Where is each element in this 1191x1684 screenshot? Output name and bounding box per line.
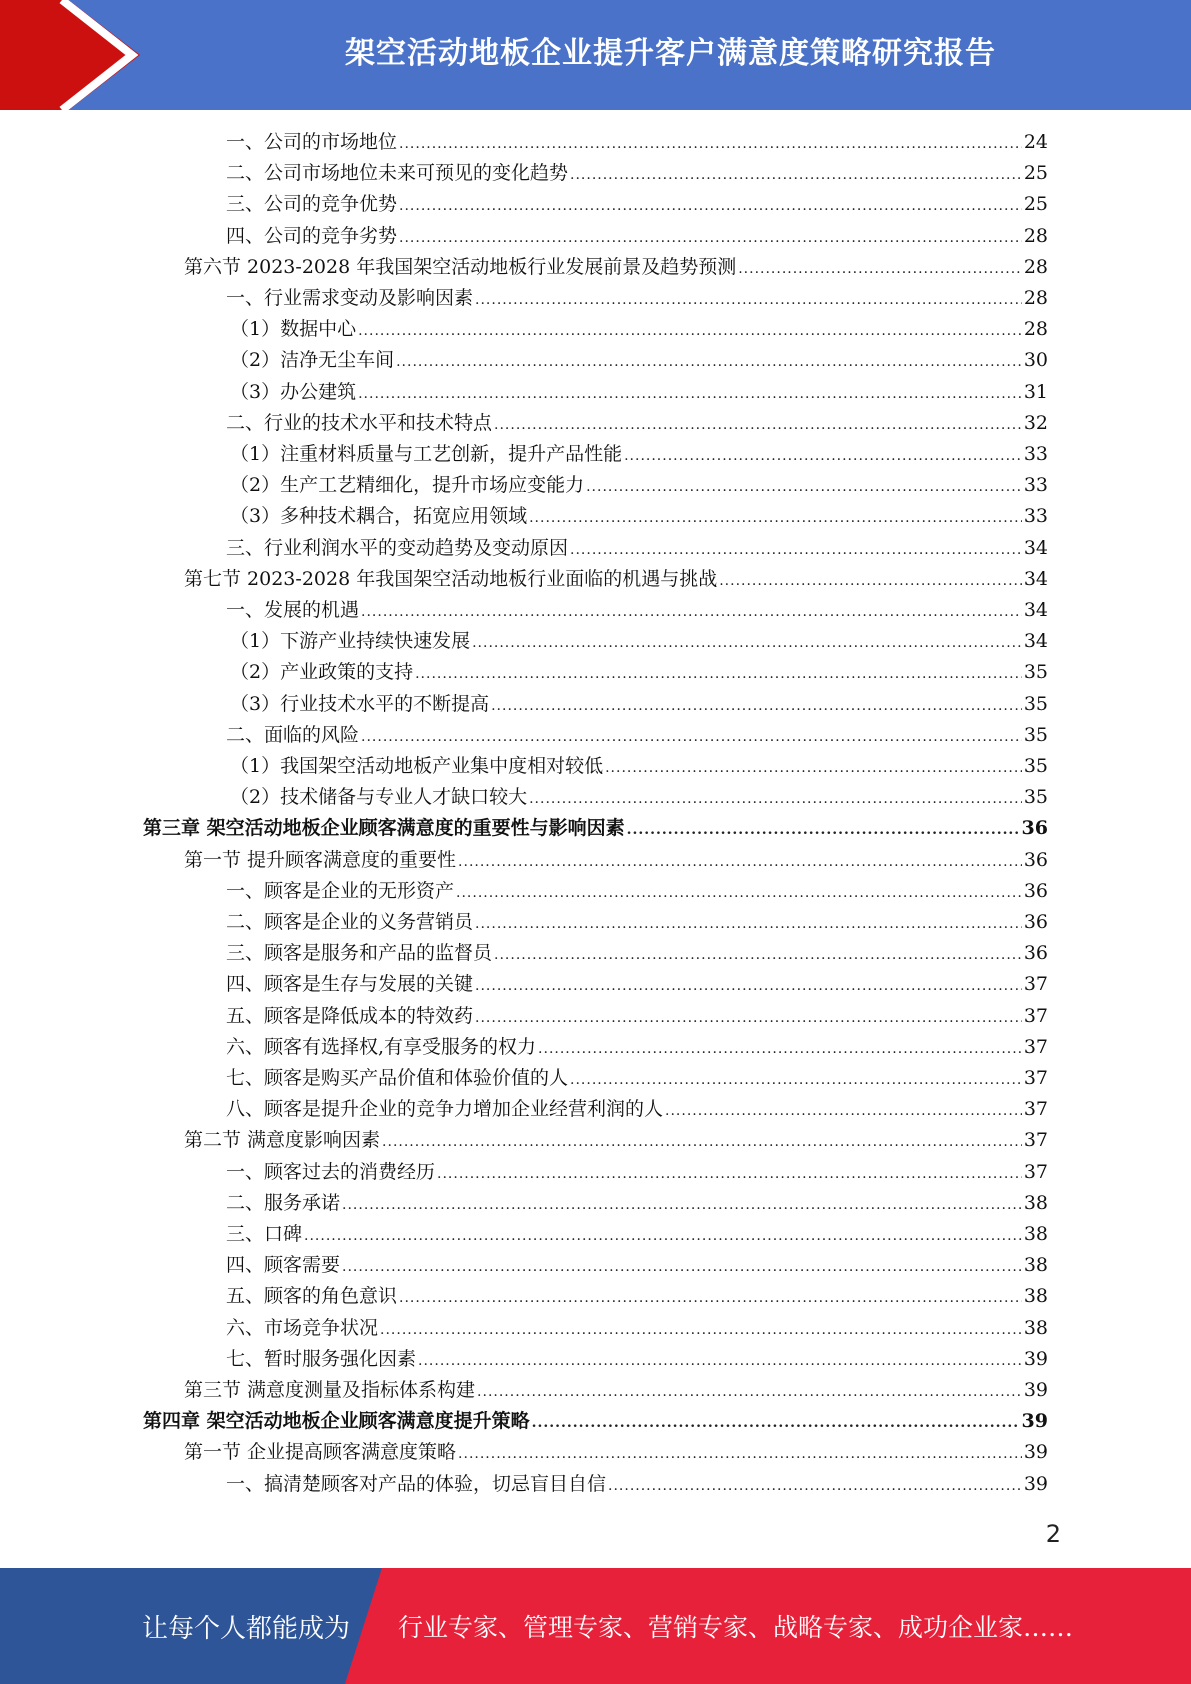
toc-entry-page: 37 (1023, 1004, 1048, 1027)
toc-entry[interactable] (226, 158, 1048, 189)
toc-entry-title: 五、顾客的角色意识 (226, 1285, 398, 1308)
toc-entry[interactable] (226, 1219, 1048, 1250)
toc-leader-dots (494, 410, 1022, 441)
toc-leader-dots (570, 535, 1022, 566)
toc-entry-title: 二、顾客是企业的义务营销员 (226, 911, 474, 933)
toc-leader-dots (475, 971, 1022, 1002)
toc-entry[interactable] (226, 1344, 1048, 1375)
toc-entry-page: 35 (1023, 786, 1048, 809)
toc-entry[interactable] (230, 657, 1048, 688)
toc-entry[interactable] (230, 345, 1048, 376)
toc-entry-page: 38 (1023, 1254, 1048, 1277)
toc-entry[interactable] (226, 283, 1048, 314)
toc-leader-dots (738, 254, 1022, 285)
toc-entry-page: 35 (1023, 755, 1048, 777)
toc-entry-page: 28 (1023, 255, 1048, 278)
toc-entry-page: 36 (1023, 911, 1048, 933)
toc-entry[interactable] (184, 845, 1048, 876)
toc-entry-page: 35 (1023, 661, 1048, 684)
toc-leader-dots (358, 316, 1022, 347)
page-footer (0, 1568, 1191, 1684)
toc-entry-page: 33 (1023, 443, 1048, 465)
toc-entry-page: 39 (1023, 1379, 1048, 1401)
toc-entry-title: （3）办公建筑 (230, 380, 357, 403)
toc-leader-dots (399, 129, 1022, 160)
toc-entry-title: 一、行业需求变动及影响因素 (226, 287, 474, 309)
toc-entry[interactable] (226, 1032, 1048, 1063)
toc-entry-title: 二、行业的技术水平和技术特点 (226, 411, 493, 434)
toc-entry-title: 第三节 满意度测量及指标体系构建 (184, 1379, 476, 1401)
toc-entry-title: 第三章 架空活动地板企业顾客满意度的重要性与影响因素 (143, 817, 625, 840)
toc-entry-page: 34 (1023, 630, 1048, 653)
toc-entry-title: 三、顾客是服务和产品的监督员 (226, 942, 493, 965)
toc-leader-dots (605, 753, 1022, 784)
toc-entry-page: 33 (1023, 474, 1048, 497)
toc-entry-page: 24 (1023, 131, 1048, 153)
toc-entry-title: 六、顾客有选择权,有享受服务的权力 (226, 1035, 537, 1058)
page-number: 2 (1045, 1520, 1061, 1548)
toc-leader-dots (627, 815, 1020, 846)
toc-leader-dots (608, 1471, 1022, 1502)
toc-entry-title: 第七节 2023-2028 年我国架空活动地板行业面临的机遇与挑战 (184, 567, 718, 590)
page-header (0, 0, 1191, 110)
toc-leader-dots (477, 1377, 1022, 1408)
toc-entry-title: （1）数据中心 (230, 318, 357, 341)
toc-entry[interactable] (184, 1375, 1048, 1406)
toc-leader-dots (458, 1439, 1022, 1470)
toc-leader-dots (399, 191, 1022, 222)
toc-leader-dots (418, 1346, 1022, 1377)
toc-entry[interactable] (226, 1281, 1048, 1312)
toc-leader-dots (304, 1221, 1022, 1252)
toc-entry-page: 28 (1023, 318, 1048, 341)
toc-entry-page: 25 (1023, 193, 1048, 216)
toc-entry-title: 四、顾客是生存与发展的关键 (226, 973, 474, 996)
toc-entry-title: （2）生产工艺精细化，提升市场应变能力 (230, 474, 585, 497)
toc-entry[interactable] (226, 221, 1048, 252)
toc-leader-dots (491, 691, 1022, 722)
toc-leader-dots (396, 347, 1022, 378)
toc-leader-dots (532, 1408, 1020, 1439)
toc-entry-title: （2）技术储备与专业人才缺口较大 (230, 786, 528, 809)
toc-entry[interactable] (230, 626, 1048, 657)
toc-entry-page: 38 (1023, 1191, 1048, 1214)
toc-leader-dots (475, 1003, 1022, 1034)
toc-entry-title: （1）我国架空活动地板产业集中度相对较低 (230, 755, 604, 777)
toc-entry-title: （1）注重材料质量与工艺创新，提升产品性能 (230, 443, 623, 465)
toc-entry-title: 第一节 企业提高顾客满意度策略 (184, 1441, 457, 1464)
toc-entry[interactable] (226, 1001, 1048, 1032)
toc-entry-title: 一、搞清楚顾客对产品的体验，切忌盲目自信 (226, 1472, 607, 1495)
toc-leader-dots (665, 1096, 1022, 1127)
toc-entry-title: 四、顾客需要 (226, 1254, 341, 1277)
toc-leader-dots (719, 566, 1022, 597)
toc-entry-page: 38 (1023, 1223, 1048, 1245)
toc-leader-dots (399, 223, 1022, 254)
toc-leader-dots (380, 1315, 1022, 1346)
toc-entry-page: 28 (1023, 287, 1048, 309)
footer-slogan-right: 行业专家、管理专家、营销专家、战略专家、成功企业家…… (398, 1613, 1074, 1642)
toc-leader-dots (472, 628, 1022, 659)
toc-entry[interactable] (226, 1063, 1048, 1094)
toc-entry[interactable] (184, 1125, 1048, 1156)
toc-entry-title: 第二节 满意度影响因素 (184, 1129, 381, 1152)
toc-entry[interactable] (226, 408, 1048, 439)
toc-entry-title: （3）多种技术耦合，拓宽应用领域 (230, 505, 528, 528)
header-arrow-icon (0, 0, 150, 110)
toc-entry[interactable] (230, 470, 1048, 501)
toc-entry[interactable] (143, 1406, 1048, 1437)
toc-entry-title: （1）下游产业持续快速发展 (230, 630, 471, 653)
toc-leader-dots (624, 441, 1022, 472)
toc-entry[interactable] (226, 127, 1048, 158)
toc-entry-page: 31 (1023, 380, 1048, 403)
toc-leader-dots (538, 1034, 1022, 1065)
toc-leader-dots (458, 847, 1022, 878)
toc-entry-title: 第四章 架空活动地板企业顾客满意度提升策略 (143, 1410, 530, 1433)
toc-entry-title: 三、口碑 (226, 1223, 303, 1245)
toc-entry-title: 二、公司市场地位未来可预见的变化趋势 (226, 162, 569, 185)
toc-leader-dots (415, 659, 1022, 690)
toc-entry-title: 六、市场竞争状况 (226, 1316, 379, 1339)
toc-leader-dots (358, 379, 1022, 410)
toc-entry[interactable] (184, 252, 1048, 283)
toc-entry[interactable] (226, 1094, 1048, 1125)
toc-entry[interactable] (230, 782, 1048, 813)
toc-entry[interactable] (230, 314, 1048, 345)
toc-entry-page: 38 (1023, 1285, 1048, 1308)
toc-entry-title: 二、面临的风险 (226, 723, 360, 746)
toc-entry[interactable] (143, 813, 1048, 844)
toc-entry-title: （2）产业政策的支持 (230, 661, 414, 684)
toc-entry[interactable] (226, 189, 1048, 220)
toc-entry[interactable] (226, 969, 1048, 1000)
toc-entry[interactable] (230, 689, 1048, 720)
toc-entry-title: 二、服务承诺 (226, 1191, 341, 1214)
toc-entry[interactable] (230, 501, 1048, 532)
toc-entry-page: 36 (1021, 817, 1048, 840)
toc-entry-page: 32 (1023, 411, 1048, 434)
toc-leader-dots (361, 597, 1022, 628)
toc-entry-title: 第六节 2023-2028 年我国架空活动地板行业发展前景及趋势预测 (184, 255, 737, 278)
toc-entry[interactable] (230, 377, 1048, 408)
toc-entry[interactable] (184, 564, 1048, 595)
toc-entry[interactable] (226, 907, 1048, 938)
toc-entry-title: 五、顾客是降低成本的特效药 (226, 1004, 474, 1027)
toc-entry-page: 37 (1023, 973, 1048, 996)
toc-entry-title: 一、发展的机遇 (226, 599, 360, 621)
toc-entry[interactable] (230, 439, 1048, 470)
toc-entry-title: （3）行业技术水平的不断提高 (230, 692, 490, 715)
toc-entry-page: 34 (1023, 599, 1048, 621)
toc-entry[interactable] (184, 1437, 1048, 1468)
toc-entry-title: 一、顾客过去的消费经历 (226, 1160, 436, 1183)
toc-leader-dots (529, 784, 1022, 815)
toc-entry-title: 一、顾客是企业的无形资产 (226, 879, 455, 902)
toc-leader-dots (342, 1252, 1022, 1283)
toc-entry-title: 三、公司的竞争优势 (226, 193, 398, 216)
toc-leader-dots (570, 160, 1022, 191)
toc-entry-page: 37 (1023, 1098, 1048, 1121)
toc-leader-dots (586, 472, 1022, 503)
toc-entry-page: 37 (1023, 1129, 1048, 1152)
toc-entry-page: 30 (1023, 349, 1048, 372)
toc-leader-dots (475, 909, 1022, 940)
toc-entry[interactable] (226, 1250, 1048, 1281)
toc-entry[interactable] (226, 720, 1048, 751)
toc-entry[interactable] (226, 1469, 1048, 1500)
toc-entry-page: 36 (1023, 848, 1048, 871)
toc-leader-dots (475, 285, 1022, 316)
toc-entry[interactable] (226, 876, 1048, 907)
toc-entry[interactable] (226, 595, 1048, 626)
toc-entry-page: 36 (1023, 942, 1048, 965)
toc-entry-title: 一、公司的市场地位 (226, 131, 398, 153)
toc-entry[interactable] (226, 533, 1048, 564)
toc-leader-dots (399, 1283, 1022, 1314)
toc-entry[interactable] (226, 938, 1048, 969)
footer-slogan-left: 让每个人都能成为 (142, 1613, 351, 1644)
toc-leader-dots (342, 1190, 1022, 1221)
toc-entry-page: 28 (1023, 224, 1048, 247)
toc-entry-page: 34 (1023, 536, 1048, 559)
toc-entry-page: 36 (1023, 879, 1048, 902)
toc-entry-page: 33 (1023, 505, 1048, 528)
toc-entry[interactable] (226, 1157, 1048, 1188)
toc-entry-title: 七、暂时服务强化因素 (226, 1347, 417, 1370)
toc-entry-title: 七、顾客是购买产品价值和体验价值的人 (226, 1067, 569, 1089)
toc-leader-dots (529, 503, 1022, 534)
toc-entry-page: 39 (1023, 1472, 1048, 1495)
toc-entry-page: 37 (1023, 1067, 1048, 1089)
toc-entry-page: 39 (1021, 1410, 1048, 1433)
report-title: 架空活动地板企业提升客户满意度策略研究报告 (345, 36, 996, 71)
toc-leader-dots (382, 1127, 1022, 1158)
toc-entry[interactable] (230, 751, 1048, 782)
toc-entry-page: 34 (1023, 567, 1048, 590)
toc-entry-page: 39 (1023, 1347, 1048, 1370)
toc-entry-page: 38 (1023, 1316, 1048, 1339)
toc-entry-page: 37 (1023, 1160, 1048, 1183)
toc-entry-page: 35 (1023, 692, 1048, 715)
toc-entry-title: （2）洁净无尘车间 (230, 349, 395, 372)
toc-leader-dots (437, 1159, 1022, 1190)
toc-leader-dots (456, 878, 1022, 909)
toc-leader-dots (570, 1065, 1022, 1096)
toc-entry-page: 37 (1023, 1035, 1048, 1058)
toc-leader-dots (494, 940, 1022, 971)
toc-entry-page: 39 (1023, 1441, 1048, 1464)
toc-entry-page: 35 (1023, 723, 1048, 746)
toc-entry[interactable] (226, 1313, 1048, 1344)
toc-leader-dots (361, 722, 1022, 753)
toc-entry-title: 四、公司的竞争劣势 (226, 224, 398, 247)
toc-entry-title: 八、顾客是提升企业的竞争力增加企业经营利润的人 (226, 1098, 664, 1121)
toc-entry[interactable] (226, 1188, 1048, 1219)
toc-entry-title: 第一节 提升顾客满意度的重要性 (184, 848, 457, 871)
toc-entry-title: 三、行业利润水平的变动趋势及变动原因 (226, 536, 569, 559)
toc-entry-page: 25 (1023, 162, 1048, 185)
